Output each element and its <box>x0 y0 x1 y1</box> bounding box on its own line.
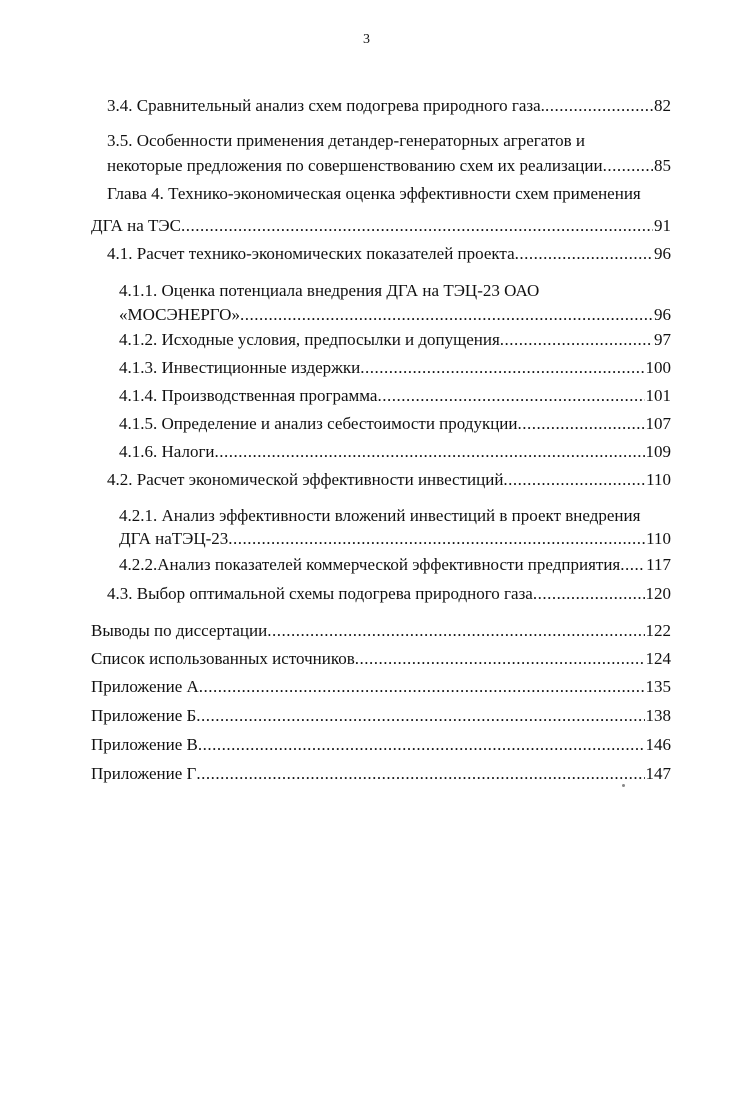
toc-entry-page: 96 <box>654 244 671 263</box>
dot-leader <box>500 330 653 350</box>
toc-entry-title: Приложение А <box>91 677 199 696</box>
dot-leader <box>215 442 645 462</box>
toc-entry-title: 4.2.2.Анализ показателей коммерческой эффективности предприятия <box>119 555 621 574</box>
toc-entry-title: некоторые предложения по совершенствованию схем их реализации <box>107 156 603 175</box>
toc-entry-page: 101 <box>645 386 671 405</box>
toc-entry-page: 117 <box>646 555 671 574</box>
toc-entry-4-1-4 <box>119 386 671 406</box>
toc-entry-page: 97 <box>654 330 671 349</box>
toc-entry-page: 124 <box>645 649 671 668</box>
toc-entry-appendix-a <box>91 677 671 697</box>
toc-entry-title: Список использованных источников <box>91 649 355 668</box>
toc-entry-4-1-6 <box>119 442 671 462</box>
toc-entry-first-line: 4.2.1. Анализ эффективности вложений инвестиций в проект внедрения <box>119 506 641 525</box>
toc-entry-page: 107 <box>645 414 671 433</box>
toc-entry-title: 4.1.4. Производственная программа <box>119 386 378 405</box>
toc-entry-title: 3.4. Сравнительный анализ схем подогрева природного газа. <box>107 96 545 115</box>
dot-leader <box>518 414 645 434</box>
toc-entry-3-5 <box>107 131 671 176</box>
dot-leader <box>355 649 645 669</box>
toc-entry-title: 4.2. Расчет экономической эффективности инвестиций <box>107 470 504 489</box>
dot-leader <box>181 216 653 236</box>
toc-entry-4-2 <box>107 470 671 490</box>
toc-entry-page: 110 <box>646 470 671 489</box>
dot-leader <box>545 96 653 116</box>
dot-leader <box>620 555 645 575</box>
toc-entry-page: 96 <box>654 305 671 324</box>
toc-entry-page: 120 <box>645 584 671 603</box>
toc-entry-4-1 <box>107 244 671 264</box>
toc-entry-title: Приложение Б <box>91 706 197 725</box>
toc-entry-title: 4.1.2. Исходные условия, предпосылки и допущения <box>119 330 500 349</box>
dot-leader <box>267 621 644 641</box>
toc-entry-page: 110 <box>646 529 671 548</box>
toc-entry-4-1-3 <box>119 358 671 378</box>
dot-leader <box>360 358 644 378</box>
toc-entry-page: 135 <box>645 677 671 696</box>
toc-entry-page: 91 <box>654 216 671 235</box>
toc-entry-title: 4.1.5. Определение и анализ себестоимости продукции <box>119 414 518 433</box>
toc-entry-page: 147 <box>645 764 671 783</box>
toc-entry-4-1-5 <box>119 414 671 434</box>
dot-leader <box>196 706 644 726</box>
toc-entry-page: 146 <box>645 735 671 754</box>
dot-leader <box>533 584 645 604</box>
scan-speck <box>622 784 625 787</box>
toc-entry-first-line: 4.1.1. Оценка потенциала внедрения ДГА на ТЭЦ-23 ОАО <box>119 281 540 300</box>
dot-leader <box>503 470 645 490</box>
toc-entry-page: 85 <box>654 156 671 175</box>
toc-entry-title: Приложение Г <box>91 764 197 783</box>
toc-entry-4-2-1 <box>119 506 671 549</box>
toc-entry-4-3 <box>107 584 671 604</box>
toc-entry-3-4 <box>107 96 671 116</box>
dot-leader <box>199 677 645 697</box>
toc-entry-appendix-b <box>91 706 671 726</box>
toc-entry-title: 4.3. Выбор оптимальной схемы подогрева природного газа <box>107 584 533 603</box>
toc-entry-first-line: Глава 4. Технико-экономическая оценка эффективности схем применения <box>107 184 641 203</box>
toc-entry-4-2-2 <box>119 555 671 575</box>
toc-entry-chapter-4 <box>91 184 671 236</box>
toc-entry-page: 100 <box>645 358 671 377</box>
toc-entry-page: 109 <box>645 442 671 461</box>
toc-entry-page: 138 <box>645 706 671 725</box>
toc-entry-4-1-2 <box>119 330 671 350</box>
toc-entry-page: 82 <box>654 96 671 115</box>
toc-entry-references <box>91 649 671 669</box>
dot-leader <box>377 386 644 406</box>
dot-leader <box>198 735 645 755</box>
toc-entry-appendix-g <box>91 764 671 784</box>
toc-entry-title: 4.1.3. Инвестиционные издержки <box>119 358 361 377</box>
toc-entry-title: ДГА наТЭЦ-23 <box>119 529 229 548</box>
toc-entry-conclusions <box>91 621 671 641</box>
dot-leader <box>240 305 653 325</box>
dot-leader <box>515 244 653 264</box>
toc-entry-title: 4.1. Расчет технико-экономических показателей проекта <box>107 244 515 263</box>
dot-leader <box>228 529 645 549</box>
dot-leader <box>603 156 653 176</box>
toc-entry-title: ДГА на ТЭС <box>91 216 181 235</box>
toc-entry-page: 122 <box>645 621 671 640</box>
toc-entry-title: «МОСЭНЕРГО» <box>119 305 240 324</box>
toc-entry-4-1-1 <box>119 281 671 325</box>
toc-entry-title: Выводы по диссертации <box>91 621 268 640</box>
dot-leader <box>196 764 644 784</box>
toc-entry-title: 4.1.6. Налоги <box>119 442 215 461</box>
toc-entry-appendix-v <box>91 735 671 755</box>
toc-entry-title: Приложение В <box>91 735 198 754</box>
page-number: 3 <box>363 32 370 47</box>
toc-entry-first-line: 3.5. Особенности применения детандер-генераторных агрегатов и <box>107 131 585 150</box>
